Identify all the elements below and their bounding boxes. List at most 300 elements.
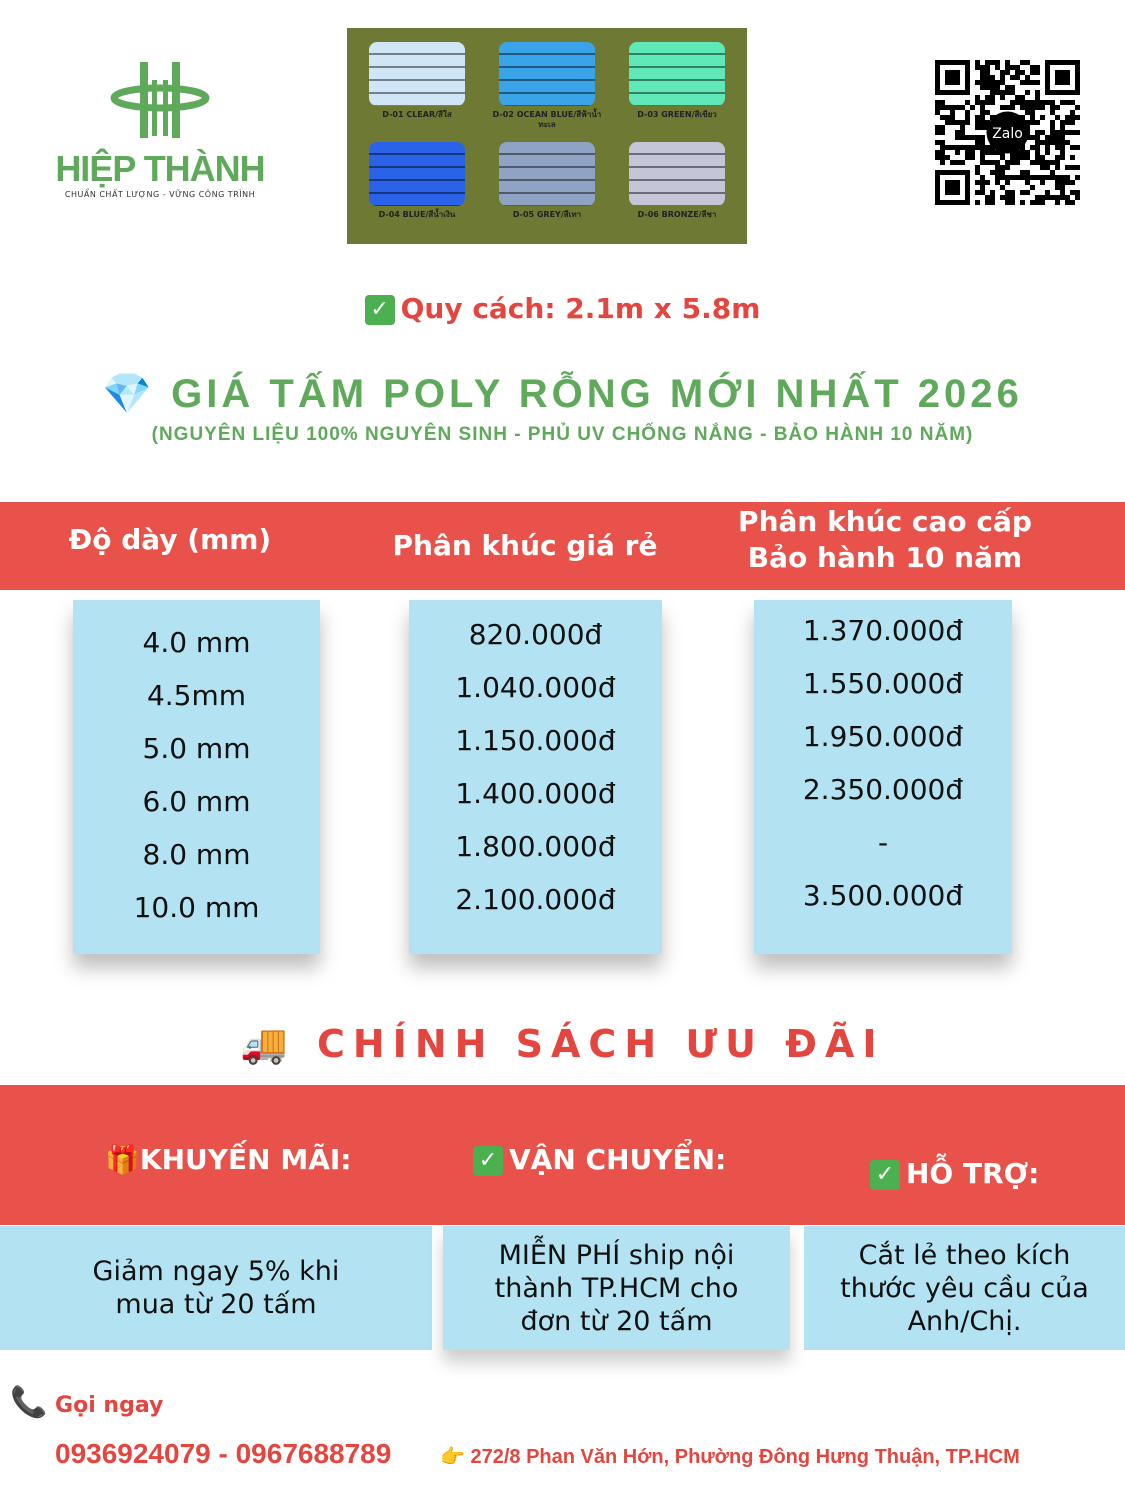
qr-module xyxy=(1040,195,1045,200)
qr-module xyxy=(980,75,985,80)
qr-module xyxy=(965,120,970,125)
qr-module xyxy=(1070,100,1075,105)
qr-module xyxy=(1020,95,1025,100)
qr-module xyxy=(1040,200,1045,205)
thickness-column xyxy=(73,600,320,954)
qr-module xyxy=(1000,80,1005,85)
swatch-label: D-04 BLUE/สีน้ำเงิน xyxy=(378,210,456,219)
qr-module xyxy=(980,80,985,85)
check-icon: ✓ xyxy=(473,1146,503,1176)
qr-module xyxy=(1015,65,1020,70)
qr-module xyxy=(980,85,985,90)
title-text: GIÁ TẤM POLY RỖNG MỚI NHẤT 2026 xyxy=(171,372,1023,416)
qr-module xyxy=(975,120,980,125)
qr-module xyxy=(965,145,970,150)
thickness-cell: 4.5mm xyxy=(146,679,247,712)
qr-module xyxy=(980,115,985,120)
qr-module xyxy=(1035,145,1040,150)
qr-module xyxy=(995,160,1000,165)
qr-module xyxy=(1030,145,1035,150)
header-budget: Phân khúc giá rẻ xyxy=(392,529,658,562)
qr-module xyxy=(1020,60,1025,65)
qr-module xyxy=(1035,80,1040,85)
qr-module xyxy=(985,75,990,80)
qr-module xyxy=(1040,160,1045,165)
qr-module xyxy=(1030,65,1035,70)
qr-module xyxy=(975,200,980,205)
thickness-cell: 10.0 mm xyxy=(133,891,260,924)
qr-module xyxy=(1075,130,1080,135)
qr-module xyxy=(975,165,980,170)
swatch-label: D-01 CLEAR/สีใส xyxy=(382,110,452,119)
qr-module xyxy=(985,160,990,165)
qr-module xyxy=(975,170,980,175)
qr-module xyxy=(935,140,940,145)
qr-module xyxy=(980,160,985,165)
qr-module xyxy=(1000,195,1005,200)
qr-module xyxy=(970,105,975,110)
premium-cell: 1.550.000đ xyxy=(802,667,964,700)
qr-module xyxy=(1035,135,1040,140)
qr-module xyxy=(1030,80,1035,85)
qr-module xyxy=(985,180,990,185)
shipping-heading xyxy=(473,1143,726,1176)
qr-module xyxy=(1070,180,1075,185)
qr-module xyxy=(1010,90,1015,95)
swatch-tile xyxy=(499,42,595,106)
qr-module xyxy=(990,160,995,165)
swatch-tile xyxy=(629,42,725,106)
qr-module xyxy=(1060,155,1065,160)
qr-module xyxy=(1005,85,1010,90)
qr-module xyxy=(990,80,995,85)
qr-module xyxy=(1020,100,1025,105)
qr-module xyxy=(980,105,985,110)
qr-module xyxy=(1055,145,1060,150)
budget-cell: 1.800.000đ xyxy=(455,830,616,863)
qr-module xyxy=(1020,70,1025,75)
qr-module xyxy=(1005,195,1010,200)
qr-module xyxy=(1035,175,1040,180)
budget-cell: 1.400.000đ xyxy=(455,777,616,810)
qr-module xyxy=(1050,195,1055,200)
qr-module xyxy=(980,70,985,75)
swatch xyxy=(357,42,477,140)
qr-module xyxy=(1035,160,1040,165)
qr-module xyxy=(975,100,980,105)
qr-module xyxy=(1025,175,1030,180)
qr-module xyxy=(1055,195,1060,200)
premium-price-column xyxy=(754,600,1012,954)
qr-module xyxy=(1065,120,1070,125)
qr-module xyxy=(985,150,990,155)
qr-module xyxy=(1015,155,1020,160)
qr-module xyxy=(975,95,980,100)
premium-cell: 1.950.000đ xyxy=(802,720,964,753)
qr-module xyxy=(1040,140,1045,145)
qr-module xyxy=(1010,100,1015,105)
qr-module xyxy=(1005,60,1010,65)
qr-module xyxy=(950,160,955,165)
qr-module xyxy=(935,105,940,110)
qr-module xyxy=(1025,90,1030,95)
qr-module xyxy=(935,155,940,160)
qr-module xyxy=(970,145,975,150)
qr-module xyxy=(1055,135,1060,140)
qr-module xyxy=(1045,140,1050,145)
qr-module xyxy=(1030,110,1035,115)
qr-module xyxy=(1025,155,1030,160)
qr-module xyxy=(955,160,960,165)
qr-module xyxy=(985,110,990,115)
qr-module xyxy=(1025,170,1030,175)
phone-numbers[interactable]: 0936924079 - 0967688789 xyxy=(55,1438,392,1469)
qr-module xyxy=(965,110,970,115)
qr-module xyxy=(995,60,1000,65)
qr-module xyxy=(950,145,955,150)
qr-module xyxy=(1025,180,1030,185)
qr-module xyxy=(1050,110,1055,115)
qr-module xyxy=(1035,65,1040,70)
qr-module xyxy=(990,190,995,195)
qr-module xyxy=(1060,120,1065,125)
call-now[interactable] xyxy=(10,1385,163,1420)
qr-module xyxy=(1015,160,1020,165)
qr-module xyxy=(935,100,940,105)
premium-cell: 3.500.000đ xyxy=(802,879,964,912)
promo-heading-text: KHUYẾN MÃI: xyxy=(139,1143,352,1176)
budget-price-column xyxy=(409,600,662,954)
qr-module xyxy=(935,150,940,155)
qr-module xyxy=(975,60,980,65)
qr-module xyxy=(1065,180,1070,185)
qr-module xyxy=(980,120,985,125)
qr-module xyxy=(975,145,980,150)
zalo-qr-code xyxy=(935,60,1080,205)
qr-module xyxy=(1065,100,1070,105)
qr-module xyxy=(1045,100,1050,105)
qr-module xyxy=(995,80,1000,85)
qr-module xyxy=(1070,130,1075,135)
qr-module xyxy=(975,125,980,130)
qr-module xyxy=(1015,100,1020,105)
qr-module xyxy=(1060,100,1065,105)
qr-module xyxy=(1005,165,1010,170)
budget-cell: 820.000đ xyxy=(468,618,603,651)
qr-module xyxy=(1035,95,1040,100)
qr-module xyxy=(1025,100,1030,105)
qr-module xyxy=(955,120,960,125)
qr-module xyxy=(980,100,985,105)
qr-module xyxy=(1000,90,1005,95)
qr-module xyxy=(995,65,1000,70)
budget-cell: 1.150.000đ xyxy=(455,724,616,757)
qr-module xyxy=(995,175,1000,180)
qr-module xyxy=(995,165,1000,170)
qr-module xyxy=(1035,195,1040,200)
qr-module xyxy=(960,160,965,165)
qr-module xyxy=(1030,70,1035,75)
qr-module xyxy=(1035,130,1040,135)
qr-module xyxy=(1000,75,1005,80)
qr-module xyxy=(990,200,995,205)
qr-module xyxy=(1070,110,1075,115)
qr-module xyxy=(1010,155,1015,160)
qr-module xyxy=(1060,130,1065,135)
qr-module xyxy=(940,130,945,135)
qr-module xyxy=(1045,150,1050,155)
qr-module xyxy=(1035,90,1040,95)
qr-module xyxy=(1040,130,1045,135)
qr-module xyxy=(970,135,975,140)
qr-module xyxy=(1035,140,1040,145)
qr-module xyxy=(1055,200,1060,205)
qr-module xyxy=(1005,180,1010,185)
qr-module xyxy=(975,80,980,85)
qr-module xyxy=(1055,180,1060,185)
qr-module xyxy=(1020,170,1025,175)
swatch xyxy=(617,142,737,240)
qr-module xyxy=(960,125,965,130)
qr-module xyxy=(1000,175,1005,180)
qr-module xyxy=(1025,75,1030,80)
qr-module xyxy=(1040,115,1045,120)
swatch xyxy=(617,42,737,140)
budget-cell: 1.040.000đ xyxy=(455,671,616,704)
qr-module xyxy=(1055,160,1060,165)
qr-module xyxy=(1000,165,1005,170)
qr-module xyxy=(1010,200,1015,205)
color-swatches-photo xyxy=(347,28,747,244)
qr-module xyxy=(1045,165,1050,170)
qr-module xyxy=(945,120,950,125)
brand-name: HIỆP THÀNH xyxy=(55,148,265,189)
qr-module xyxy=(1055,140,1060,145)
check-icon: ✓ xyxy=(365,295,395,325)
qr-module xyxy=(1075,105,1080,110)
qr-module xyxy=(1065,165,1070,170)
qr-module xyxy=(1045,190,1050,195)
qr-module xyxy=(1075,195,1080,200)
qr-finder xyxy=(945,180,960,195)
qr-module xyxy=(1025,150,1030,155)
qr-module xyxy=(1075,145,1080,150)
qr-module xyxy=(1005,90,1010,95)
qr-module xyxy=(1060,150,1065,155)
qr-module xyxy=(1010,105,1015,110)
qr-module xyxy=(950,120,955,125)
gift-icon: 🎁 xyxy=(105,1143,140,1176)
qr-module xyxy=(990,150,995,155)
qr-module xyxy=(995,180,1000,185)
qr-module xyxy=(955,145,960,150)
qr-module xyxy=(1010,190,1015,195)
thickness-cell: 8.0 mm xyxy=(142,838,251,871)
qr-module xyxy=(1060,145,1065,150)
qr-module xyxy=(1045,175,1050,180)
premium-cell: 2.350.000đ xyxy=(802,773,964,806)
qr-module xyxy=(970,155,975,160)
policy-title xyxy=(0,1022,1125,1067)
qr-module xyxy=(935,130,940,135)
qr-module xyxy=(975,190,980,195)
budget-cell: 2.100.000đ xyxy=(455,883,616,916)
qr-module xyxy=(1015,75,1020,80)
qr-module xyxy=(980,155,985,160)
qr-module xyxy=(945,115,950,120)
qr-module xyxy=(1030,135,1035,140)
qr-module xyxy=(940,145,945,150)
qr-module xyxy=(1025,190,1030,195)
qr-module xyxy=(995,90,1000,95)
logo-mark-icon xyxy=(110,60,210,140)
qr-module xyxy=(970,150,975,155)
qr-module xyxy=(1020,105,1025,110)
qr-module xyxy=(980,135,985,140)
qr-module xyxy=(980,65,985,70)
swatch-label: D-02 OCEAN BLUE/สีฟ้าน้ำทะเล xyxy=(492,110,602,129)
qr-module xyxy=(1075,190,1080,195)
qr-module xyxy=(1030,160,1035,165)
qr-module xyxy=(940,150,945,155)
swatch-label: D-06 BRONZE/สีชา xyxy=(637,210,717,219)
pointing-hand-icon: 👉 xyxy=(440,1446,465,1468)
qr-module xyxy=(955,135,960,140)
qr-module xyxy=(990,85,995,90)
qr-module xyxy=(990,95,995,100)
subtitle: (NGUYÊN LIỆU 100% NGUYÊN SINH - PHỦ UV CHỐNG NẮNG - BẢO HÀNH 10 NĂM) xyxy=(151,424,974,445)
qr-module xyxy=(1030,185,1035,190)
qr-module xyxy=(975,140,980,145)
qr-module xyxy=(1050,170,1055,175)
spec-line xyxy=(0,292,1125,325)
price-table-header xyxy=(0,502,1125,590)
qr-module xyxy=(1010,75,1015,80)
qr-module xyxy=(1020,190,1025,195)
qr-module xyxy=(1035,120,1040,125)
qr-module xyxy=(990,195,995,200)
qr-module xyxy=(1030,115,1035,120)
qr-module xyxy=(975,180,980,185)
qr-module xyxy=(995,85,1000,90)
zalo-label: Zalo xyxy=(992,126,1023,142)
qr-module xyxy=(1075,175,1080,180)
qr-module xyxy=(945,145,950,150)
qr-module xyxy=(1005,200,1010,205)
shipping-heading-text: VẬN CHUYỂN: xyxy=(509,1143,727,1176)
qr-module xyxy=(1005,160,1010,165)
promo-box: Giảm ngay 5% khi mua từ 20 tấm xyxy=(0,1226,432,1350)
phone-icon: 📞 xyxy=(10,1385,48,1420)
qr-module xyxy=(1045,195,1050,200)
qr-module xyxy=(1050,175,1055,180)
qr-module xyxy=(955,105,960,110)
qr-module xyxy=(965,115,970,120)
qr-module xyxy=(1020,175,1025,180)
premium-cell: 1.370.000đ xyxy=(802,614,964,647)
qr-module xyxy=(1025,60,1030,65)
qr-module xyxy=(965,155,970,160)
qr-module xyxy=(1000,70,1005,75)
qr-module xyxy=(1040,155,1045,160)
support-box: Cắt lẻ theo kích thước yêu cầu của Anh/Chị. xyxy=(804,1226,1125,1350)
header-premium-line2: Bảo hành 10 năm xyxy=(747,541,1023,574)
qr-module xyxy=(1030,100,1035,105)
qr-module xyxy=(1000,155,1005,160)
qr-module xyxy=(1055,105,1060,110)
qr-module xyxy=(950,105,955,110)
thickness-cell: 6.0 mm xyxy=(142,785,251,818)
support-heading-text: HỖ TRỢ: xyxy=(906,1157,1040,1190)
qr-module xyxy=(1060,185,1065,190)
qr-module xyxy=(1050,100,1055,105)
qr-module xyxy=(940,155,945,160)
qr-module xyxy=(980,190,985,195)
truck-icon: 🚚 xyxy=(240,1022,296,1066)
qr-module xyxy=(1025,105,1030,110)
qr-module xyxy=(1015,95,1020,100)
qr-module xyxy=(980,185,985,190)
brand-tagline: CHUẨN CHẤT LƯỢNG - VỮNG CÔNG TRÌNH xyxy=(64,190,256,199)
qr-module xyxy=(1005,190,1010,195)
qr-module xyxy=(985,195,990,200)
qr-module xyxy=(1035,100,1040,105)
page-title xyxy=(20,370,1105,417)
qr-module xyxy=(1040,175,1045,180)
qr-module xyxy=(950,115,955,120)
qr-module xyxy=(1060,180,1065,185)
qr-module xyxy=(1030,200,1035,205)
qr-module xyxy=(935,125,940,130)
qr-module xyxy=(980,125,985,130)
shipping-box: MIỄN PHÍ ship nội thành TP.HCM cho đơn từ 20 tấm xyxy=(443,1226,790,1350)
thickness-cell: 4.0 mm xyxy=(142,626,251,659)
address-text: 272/8 Phan Văn Hớn, Phường Đông Hưng Thuận, TP.HCM xyxy=(470,1446,1020,1468)
qr-module xyxy=(990,75,995,80)
header-thickness: Độ dày (mm) xyxy=(68,523,272,556)
premium-cell: - xyxy=(877,826,889,859)
address xyxy=(440,1444,1115,1469)
qr-module xyxy=(1055,130,1060,135)
qr-module xyxy=(980,110,985,115)
qr-module xyxy=(1030,175,1035,180)
qr-module xyxy=(1025,110,1030,115)
swatch-tile xyxy=(499,142,595,206)
qr-module xyxy=(1005,65,1010,70)
qr-module xyxy=(985,85,990,90)
qr-module xyxy=(985,60,990,65)
qr-module xyxy=(980,140,985,145)
qr-module xyxy=(1060,195,1065,200)
swatch-tile xyxy=(369,142,465,206)
qr-module xyxy=(1000,170,1005,175)
diamond-icon: 💎 xyxy=(102,372,157,416)
qr-module xyxy=(995,170,1000,175)
qr-module xyxy=(980,145,985,150)
qr-module xyxy=(940,140,945,145)
qr-module xyxy=(1035,150,1040,155)
qr-finder xyxy=(945,70,960,85)
qr-module xyxy=(940,160,945,165)
qr-module xyxy=(1040,180,1045,185)
qr-module xyxy=(1040,105,1045,110)
header-premium xyxy=(700,504,1070,576)
qr-module xyxy=(1050,125,1055,130)
qr-module xyxy=(1030,120,1035,125)
qr-module xyxy=(1055,175,1060,180)
call-label: Gọi ngay xyxy=(55,1393,164,1418)
qr-module xyxy=(1010,85,1015,90)
